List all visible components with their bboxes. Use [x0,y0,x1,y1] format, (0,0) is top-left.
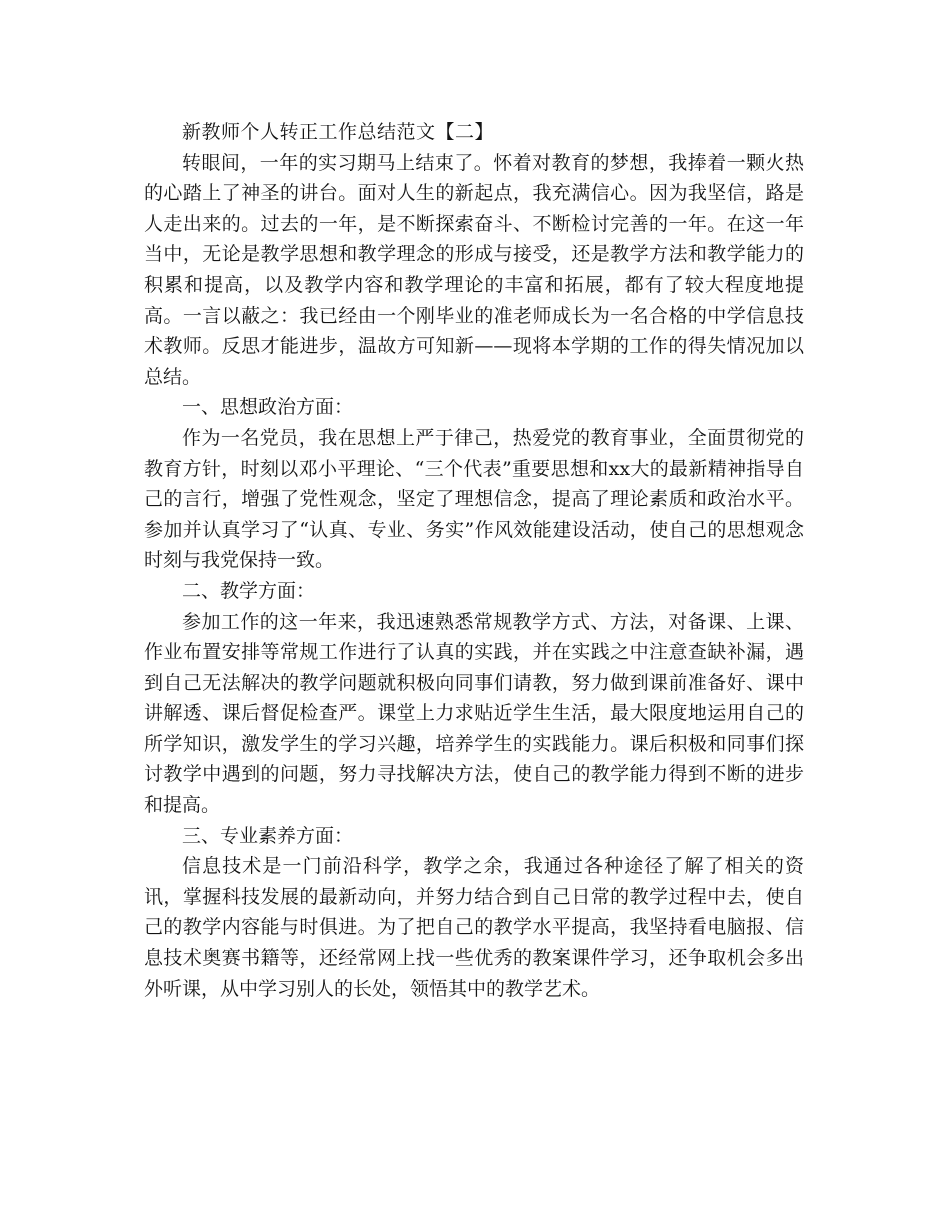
section-heading-politics: 一、思想政治方面： [182,396,354,419]
politics-paragraph: 作为一名党员，我在思想上严于律己，热爱党的教育事业，全面贯彻党的教育方针，时刻以邓小平理论、“三个代表”重要思想和xx大的最新精神指导自己的言行，增强了党性观念，坚定了理想信念，提高了理论素质和政治水平。参加并认真学习了“认真、专业、务实”作风效能建设活动，使自己的思想观念时刻与我党保持一致。 [144,426,804,572]
professional-paragraph: 信息技术是一门前沿科学，教学之余，我通过各种途径了解了相关的资讯，掌握科技发展的最新动向，并努力结合到自己日常的教学过程中去，使自己的教学内容能与时俱进。为了把自己的教学水平提高，我坚持看电脑报、信息技术奥赛书籍等，还经常网上找一些优秀的教案课件学习，还争取机会多出外听课，从中学习别人的长处，领悟其中的教学艺术。 [144,855,804,1000]
teaching-paragraph: 参加工作的这一年来，我迅速熟悉常规教学方式、方法，对备课、上课、作业布置安排等常规工作进行了认真的实践，并在实践之中注意查缺补漏，遇到自己无法解决的教学问题就积极向同事们请教，努力做到课前准备好、课中讲解透、课后督促检查严。课堂上力求贴近学生生活，最大限度地运用自己的所学知识，激发学生的学习兴趣，培养学生的实践能力。课后积极和同事们探讨教学中遇到的问题，努力寻找解决方法，使自己的教学能力得到不断的进步和提高。 [144,610,804,817]
section-heading-teaching: 二、教学方面： [182,579,316,602]
document-title: 新教师个人转正工作总结范文【二】 [182,121,495,143]
section-heading-professional: 三、专业素养方面： [182,824,354,847]
intro-paragraph: 转眼间，一年的实习期马上结束了。怀着对教育的梦想，我捧着一颗火热的心踏上了神圣的讲台。面对人生的新起点，我充满信心。因为我坚信，路是人走出来的。过去的一年，是不断探索奋斗、不断检讨完善的一年。在这一年当中，无论是教学思想和教学理念的形成与接受，还是教学方法和教学能力的积累和提高，以及教学内容和教学理论的丰富和拓展，都有了较大程度地提高。一言以蔽之：我已经由一个刚毕业的准老师成长为一名合格的中学信息技术教师。反思才能进步，温故方可知新——现将本学期的工作的得失情况加以总结。 [144,151,804,388]
document-body [144,117,804,1004]
